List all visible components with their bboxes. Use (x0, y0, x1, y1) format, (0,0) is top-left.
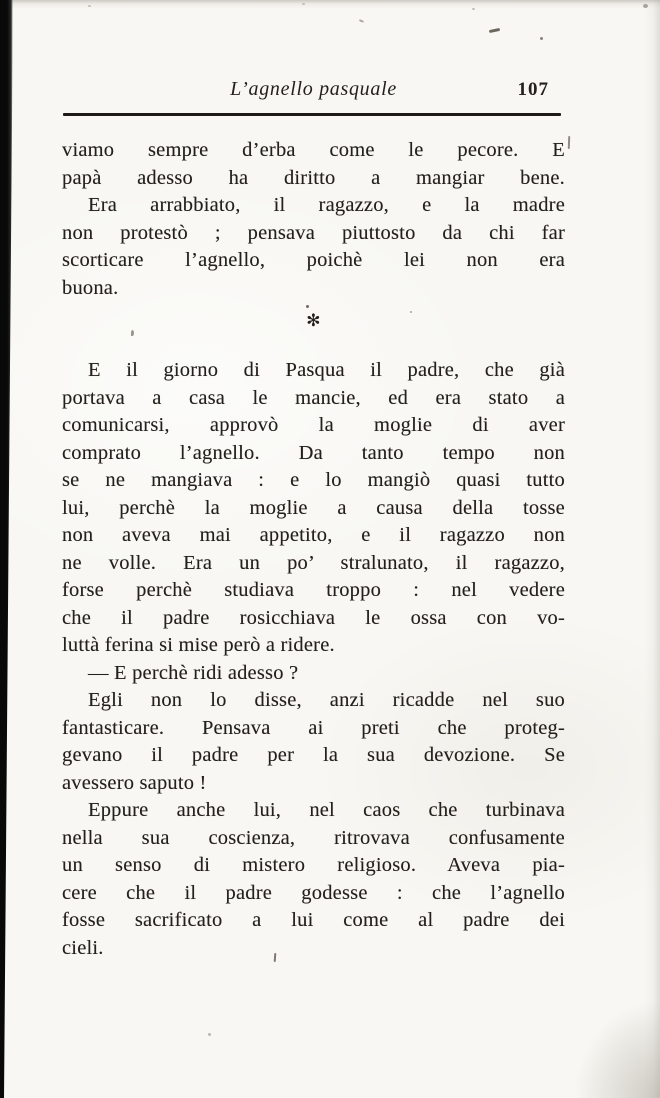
text-line: E il giorno di Pasqua il padre, che già (88, 359, 565, 381)
text-line: non aveva mai appetito, e il ragazzo non (62, 524, 565, 546)
scan-edge-right (644, 0, 660, 1098)
text-line: un senso di mistero religioso. Aveva pia- (62, 854, 565, 876)
text-line: cieli. (62, 936, 104, 959)
text-line: portava a casa le mancie, ed era stato a (62, 386, 565, 409)
scan-speck (410, 311, 412, 313)
text-line: non protestò ; pensava piuttosto da chi far (62, 221, 565, 244)
text-line: se ne mangiava : e lo mangiò quasi tutto (62, 469, 565, 491)
header-rule (63, 113, 561, 116)
text-line: comunicarsi, approvò la moglie di aver (62, 414, 565, 436)
scan-speck (302, 3, 305, 5)
section-separator: ✻ (306, 311, 321, 331)
text-line: viamo sempre d’erba come le pecore. E (62, 139, 565, 161)
text-line: cere che il padre godesse : che l’agnello (62, 881, 565, 904)
text-line: lui, perchè la moglie a causa della tosse (62, 496, 565, 519)
scan-speck (131, 330, 134, 336)
page-number: 107 (517, 79, 549, 100)
text-line: buona. (62, 276, 119, 299)
text-line: forse perchè studiava troppo : nel vedere (62, 579, 565, 601)
text-line: luttà ferina si mise però a ridere. (62, 634, 335, 656)
text-line: nella sua coscienza, ritrovava confusamente (62, 826, 565, 849)
scan-speck (208, 1033, 211, 1036)
scan-speck (306, 305, 309, 308)
body-text (62, 137, 565, 962)
scan-speck (643, 4, 648, 8)
text-line: — E perchè ridi adesso ? (88, 661, 299, 684)
page-header (62, 78, 565, 101)
scan-speck (472, 8, 475, 10)
running-title: L’agnello pasquale (230, 78, 397, 100)
scan-edge-left (0, 0, 13, 1098)
scan-speck (568, 136, 570, 149)
text-line: comprato l’agnello. Da tanto tempo non (62, 441, 565, 464)
text-line: fantasticare. Pensava ai preti che proteg- (62, 716, 565, 739)
text-line: Era arrabbiato, il ragazzo, e la madre (88, 194, 565, 216)
text-line: gevano il padre per la sua devozione. Se (62, 744, 565, 766)
scan-speck (88, 5, 91, 7)
text-line: Egli non lo disse, anzi ricadde nel suo (88, 689, 565, 711)
text-line: scorticare l’agnello, poichè lei non era (62, 249, 565, 271)
text-line: ne volle. Era un po’ stralunato, il ragazzo, (62, 551, 565, 574)
text-line: che il padre rosicchiava le ossa con vo- (62, 606, 565, 629)
scan-speck (540, 37, 543, 40)
text-line: fosse sacrificato a lui come al padre dei (62, 909, 565, 931)
text-line: papà adesso ha diritto a mangiar bene. (62, 166, 565, 189)
text-line: Eppure anche lui, nel caos che turbinava (88, 799, 565, 821)
text-line: avessero saputo ! (62, 771, 207, 794)
page-content (62, 0, 565, 962)
scan-corner-shade (576, 1002, 660, 1098)
